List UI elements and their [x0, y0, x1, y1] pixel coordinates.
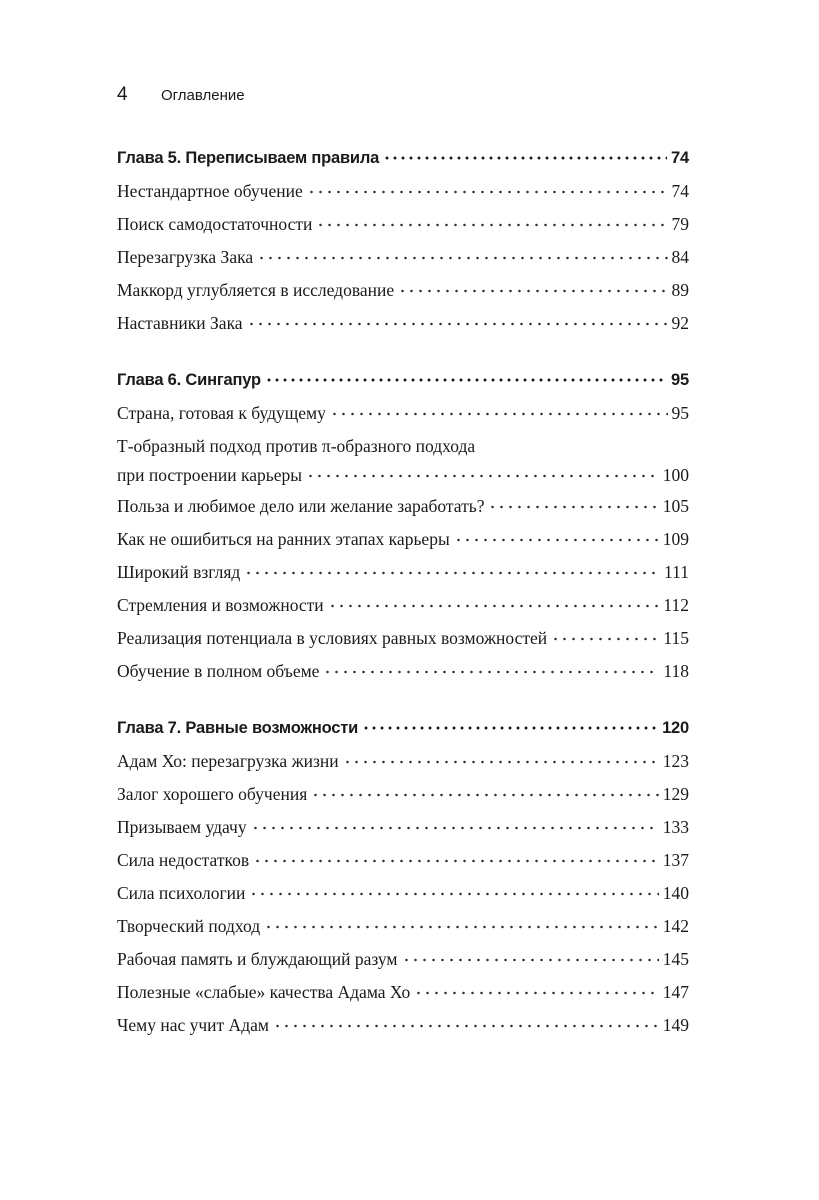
entry-title: Обучение в полном объеме [117, 661, 320, 681]
entry-page: 95 [671, 403, 689, 423]
chapter-heading[interactable] [117, 142, 689, 175]
dot-leader [247, 312, 668, 330]
entry-title: Творческий подход [117, 916, 261, 936]
entry-title: Широкий взгляд [117, 562, 241, 582]
entry-page: 137 [662, 850, 689, 870]
dot-leader [307, 180, 668, 198]
dot-leader [316, 213, 667, 231]
toc-entry[interactable] [117, 745, 689, 778]
dot-leader [328, 594, 660, 612]
running-head-title: Оглавление [161, 87, 245, 104]
dot-leader [454, 528, 659, 546]
dot-leader [323, 660, 659, 678]
toc-entry[interactable] [117, 397, 689, 430]
entry-page: 100 [662, 465, 689, 485]
toc-entry[interactable] [117, 910, 689, 943]
dot-leader [273, 1014, 659, 1032]
toc-section-chapter-5 [117, 142, 689, 340]
dot-leader [253, 849, 659, 867]
entry-page: 89 [671, 280, 689, 300]
table-of-contents [117, 142, 689, 1066]
toc-entry[interactable] [117, 523, 689, 556]
entry-title: Как не ошибиться на ранних этапах карьеры [117, 529, 450, 549]
toc-section-chapter-6 [117, 364, 689, 688]
dot-leader [414, 981, 659, 999]
entry-page: 111 [664, 562, 689, 582]
entry-title: Рабочая память и блуждающий разум [117, 949, 398, 969]
toc-entry[interactable] [117, 778, 689, 811]
entry-page: 140 [662, 883, 689, 903]
entry-page: 133 [662, 817, 689, 837]
entry-title: Адам Хо: перезагрузка жизни [117, 751, 339, 771]
entry-title: Перезагрузка Зака [117, 247, 254, 267]
toc-entry[interactable] [117, 622, 689, 655]
dot-leader [343, 750, 659, 768]
dot-leader [311, 783, 658, 801]
dot-leader [244, 561, 660, 579]
dot-leader [265, 369, 667, 386]
chapter-heading[interactable] [117, 712, 689, 745]
dot-leader [251, 816, 659, 834]
toc-entry[interactable] [117, 490, 689, 523]
entry-page: 109 [662, 529, 689, 549]
toc-entry[interactable] [117, 976, 689, 1009]
entry-page: 149 [662, 1015, 689, 1035]
toc-entry[interactable] [117, 844, 689, 877]
chapter-page: 74 [671, 149, 689, 167]
chapter-page: 120 [662, 719, 689, 737]
dot-leader [249, 882, 658, 900]
toc-entry[interactable] [117, 811, 689, 844]
entry-title: Нестандартное обучение [117, 181, 303, 201]
dot-leader [306, 464, 659, 482]
entry-title: Стремления и возможности [117, 595, 324, 615]
dot-leader [488, 495, 658, 513]
page-number: 4 [117, 84, 128, 105]
chapter-title: Глава 6. Сингапур [117, 371, 261, 389]
dot-leader [398, 279, 667, 297]
chapter-title: Глава 7. Равные возможности [117, 719, 359, 737]
dot-leader [362, 717, 658, 734]
chapter-heading[interactable] [117, 364, 689, 397]
entry-page: 74 [671, 181, 689, 201]
toc-entry-multiline[interactable] [117, 430, 689, 490]
dot-leader [330, 402, 668, 420]
toc-entry[interactable] [117, 943, 689, 976]
entry-page: 84 [671, 247, 689, 267]
entry-page: 145 [662, 949, 689, 969]
entry-page: 79 [671, 214, 689, 234]
toc-entry[interactable] [117, 877, 689, 910]
dot-leader [257, 246, 667, 264]
entry-page: 123 [662, 751, 689, 771]
toc-entry[interactable] [117, 241, 689, 274]
dot-leader [264, 915, 659, 933]
toc-entry[interactable] [117, 307, 689, 340]
toc-entry[interactable] [117, 274, 689, 307]
toc-entry[interactable] [117, 1009, 689, 1042]
entry-title: Полезные «слабые» качества Адама Хо [117, 982, 411, 1002]
entry-title: Залог хорошего обучения [117, 784, 308, 804]
entry-title: Маккорд углубляется в исследование [117, 280, 395, 300]
entry-page: 118 [663, 661, 689, 681]
entry-title: Призываем удачу [117, 817, 247, 837]
dot-leader [402, 948, 659, 966]
dot-leader [551, 627, 659, 645]
dot-leader [383, 147, 667, 164]
entry-page: 147 [662, 982, 689, 1002]
entry-title: при построении карьеры [117, 465, 302, 485]
entry-page: 115 [663, 628, 689, 648]
entry-title: Сила недостатков [117, 850, 250, 870]
entry-title: Наставники Зака [117, 313, 243, 333]
toc-entry[interactable] [117, 556, 689, 589]
entry-page: 142 [662, 916, 689, 936]
running-head [117, 84, 245, 106]
toc-entry[interactable] [117, 589, 689, 622]
entry-page: 112 [663, 595, 689, 615]
entry-title: Польза и любимое дело или желание заработать? [117, 496, 485, 516]
entry-title: Реализация потенциала в условиях равных возможностей [117, 628, 548, 648]
entry-title: Чему нас учит Адам [117, 1015, 269, 1035]
entry-title: Страна, готовая к будущему [117, 403, 326, 423]
entry-title-line-2 [117, 461, 689, 490]
entry-title-line-1: Т-образный подход против π-образного подхода [117, 436, 476, 456]
toc-entry[interactable] [117, 655, 689, 688]
chapter-title: Глава 5. Переписываем правила [117, 149, 380, 167]
entry-title: Поиск самодостаточности [117, 214, 313, 234]
chapter-page: 95 [671, 371, 689, 389]
toc-entry[interactable] [117, 208, 689, 241]
toc-entry[interactable] [117, 175, 689, 208]
entry-title: Сила психологии [117, 883, 246, 903]
entry-page: 129 [662, 784, 689, 804]
entry-page: 92 [671, 313, 689, 333]
entry-page: 105 [662, 496, 689, 516]
toc-section-chapter-7 [117, 712, 689, 1042]
